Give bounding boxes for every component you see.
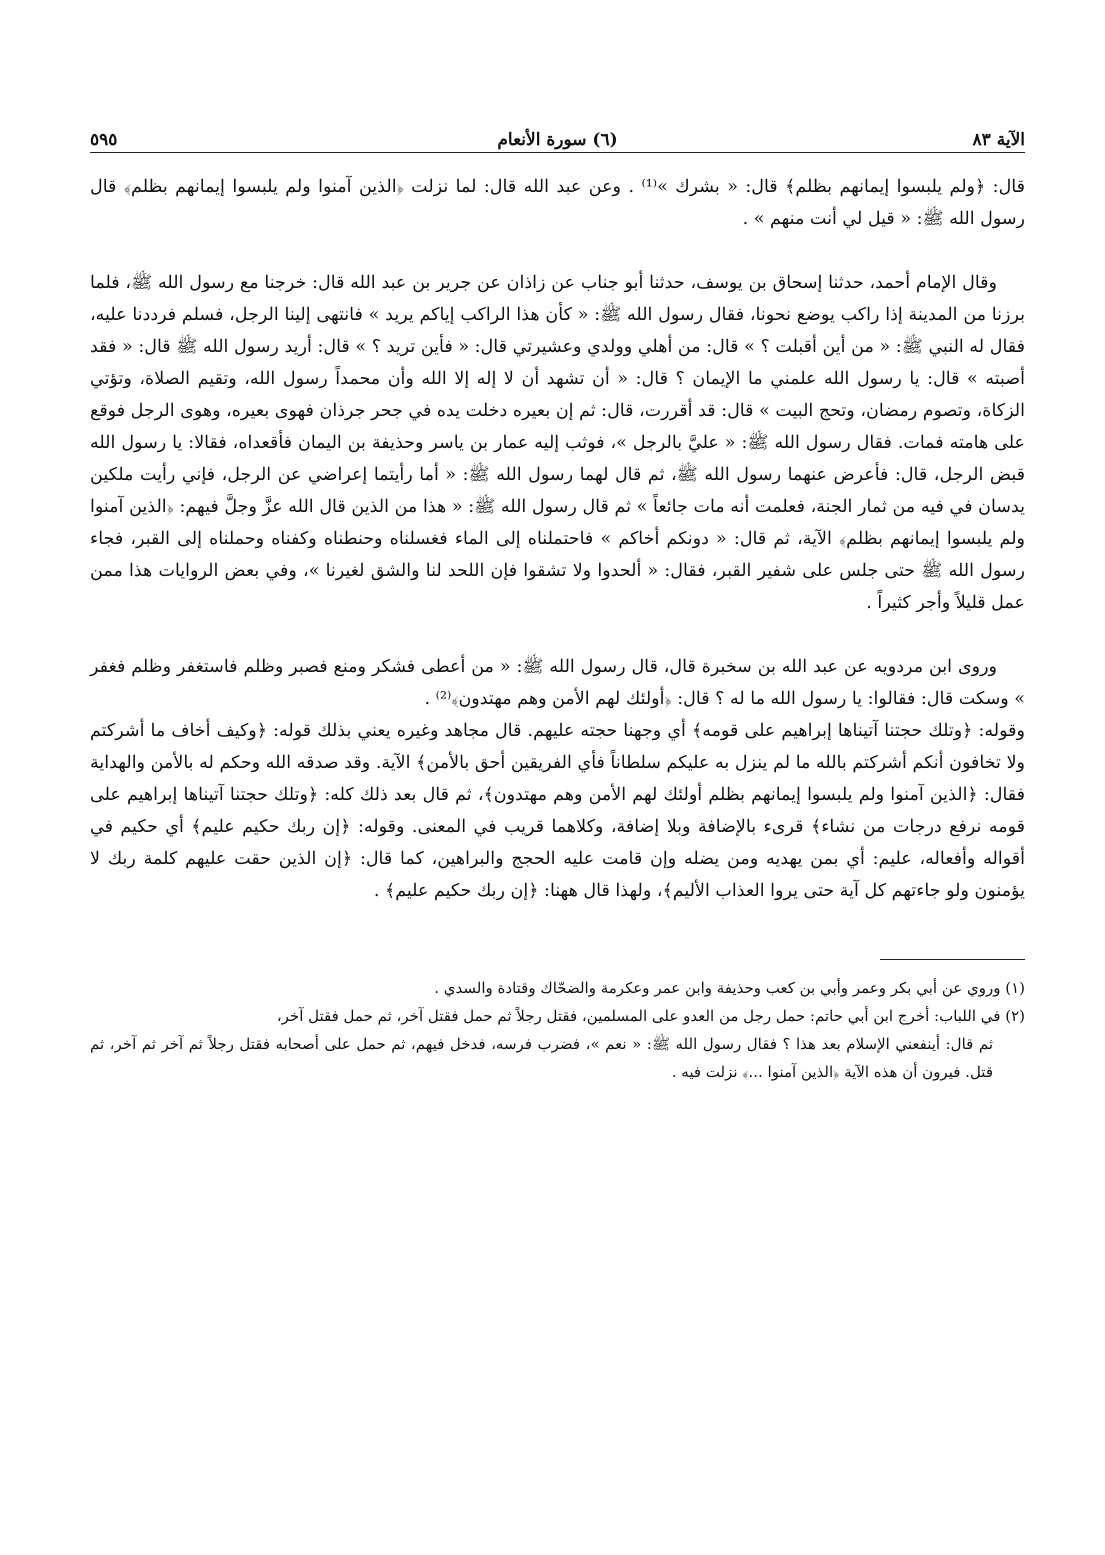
footnote-2: (٢) في اللباب: أخرج ابن أبي حاتم: حمل رجل من العدو على المسلمين، فقتل رجلاً ثم حمل فقتل آخر، ثم حمل فقتل آخر، [276,1007,1025,1025]
paragraph-2: وقال الإمام أحمد، حدثنا إسحاق بن يوسف، حدثنا أبو جناب عن زاذان عن جرير بن عبد الله قال: خرجنا مع رسول الله ﷺ، فلما برزنا من المدينة إذا راكب يوضع نحونا، فقال رسول الله ﷺ: « كأن هذا الراكب إياكم يريد » فانتهى إلينا الرجل، فسلم فرددنا عليه، فقال له النبي ﷺ: « من أين أقبلت ؟ » قال: من أهلي وولدي وعشيرتي قال: « فأين تريد ؟ » قال: أريد رسول الله ﷺ قال: « فقد أصبته » قال: يا رسول الله علمني ما الإيمان ؟ قال: « أن تشهد أن لا إله إلا الله وأن محمداً رسول الله، وتقيم الصلاة، وتؤتي الزكاة، وتصوم رمضان، وتحج البيت » قال: قد أقررت، قال: ثم إن بعيره دخلت يده في جحر جرذان فهوى بعيره، وهوى الرجل فوقع على هامته فمات. فقال رسول الله ﷺ: « عليَّ بالرجل »، فوثب إليه عمار بن ياسر وحذيفة بن اليمان فأقعداه، فقالا: يا رسول الله قبض الرجل، قال: فأعرض عنهما رسول الله ﷺ، ثم قال لهما رسول الله ﷺ: « أما رأيتما إعراضي عن الرجل، فإني رأيت ملكين يدسان في فيه من ثمار الجنة، فعلمت أنه مات جائعاً » ثم قال رسول الله ﷺ: « هذا من الذين قال الله عزَّ وجلَّ فيهم: ﴿الذين آمنوا ولم يلبسوا إيمانهم بظلم﴾ الآية، ثم قال: « دونكم أخاكم » فاحتملناه إلى الماء فغسلناه وحنطناه وكفناه وحملناه إلى القبر، فجاء رسول الله ﷺ حتى جلس على شفير القبر، فقال: « ألحدوا ولا تشقوا فإن اللحد لنا والشق لغيرنا »، وفي بعض الروايات هذا ممن عمل قليلاً وأجر كثيراً . [90,273,1025,613]
footnote-1: (١) وروي عن أبي بكر وعمر وأبي بن كعب وحذيفة وابن عمر وعكرمة والضحّاك وقتادة والسدي . [434,979,1025,997]
footnote-2-continued: ثم قال: أينفعني الإسلام بعد هذا ؟ فقال رسول الله ﷺ: « نعم »، فضرب فرسه، فدخل فيهم، ثم حمل على أصحابه فقتل رجلاً ثم آخر ثم آخر، ثم قتل. فيرون أن هذه الآية ﴿الذين آمنوا ...﴾ نزلت فيه . [90,1035,993,1081]
page-number: ٥٩٥ [90,130,118,150]
surah-title: (٦) سورة الأنعام [497,130,618,150]
paragraph-3: وروى ابن مردويه عن عبد الله بن سخبرة قال، قال رسول الله ﷺ: « من أعطى فشكر ومنع فصبر وظلم فاستغفر وظلم فغفر » وسكت قال: فقالوا: يا رسول الله ما له ؟ قال: ﴿أولئك لهم الأمن وهم مهتدون﴾⁽²⁾ . [90,657,1025,709]
main-text [90,171,1025,907]
footnotes [90,974,1025,1086]
footnote-separator [880,959,1025,960]
paragraph-1: قال: ﴿ولم يلبسوا إيمانهم بظلم﴾ قال: « بشرك »⁽¹⁾ . وعن عبد الله قال: لما نزلت ﴿الذين آمنوا ولم يلبسوا إيمانهم بظلم﴾ قال رسول الله ﷺ: « قيل لي أنت منهم » . [90,177,1025,229]
verse-reference: الآية ٨٣ [972,130,1025,150]
paragraph-gap [90,619,1025,651]
paragraph-gap [90,235,1025,267]
page-header [90,118,1025,153]
document-page [90,118,1025,1086]
paragraph-4: وقوله: ﴿وتلك حجتنا آتيناها إبراهيم على قومه﴾ أي وجهنا حجته عليهم. قال مجاهد وغيره يعني بذلك قوله: ﴿وكيف أخاف ما أشركتم ولا تخافون أنكم أشركتم بالله ما لم ينزل به عليكم سلطاناً فأي الفريقين أحق بالأمن﴾ الآية. وقد صدقه الله وحكم له بالأمن والهداية فقال: ﴿الذين آمنوا ولم يلبسوا إيمانهم بظلم أولئك لهم الأمن وهم مهتدون﴾، ثم قال بعد ذلك كله: ﴿وتلك حجتنا آتيناها إبراهيم على قومه نرفع درجات من نشاء﴾ قرىء بالإضافة وبلا إضافة، وكلاهما قريب في المعنى. وقوله: ﴿إن ربك حكيم عليم﴾ أي حكيم في أقواله وأفعاله، عليم: أي بمن يهديه ومن يضله وإن قامت عليه الحجج والبراهين، كما قال: ﴿إن الذين حقت عليهم كلمة ربك لا يؤمنون ولو جاءتهم كل آية حتى يروا العذاب الأليم﴾، ولهذا قال ههنا: ﴿إن ربك حكيم عليم﴾ . [90,721,1025,901]
